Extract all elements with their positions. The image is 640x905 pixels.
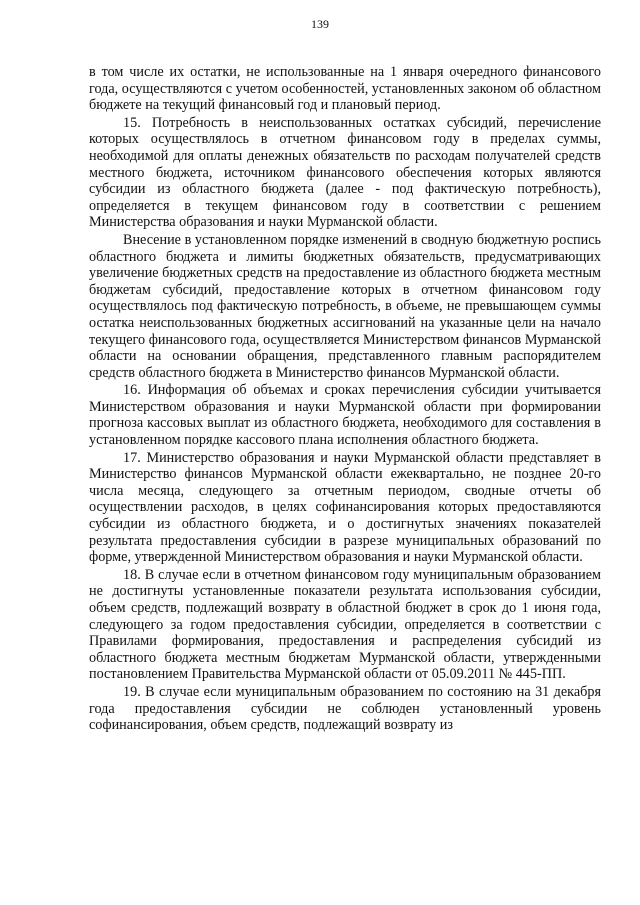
document-body — [89, 64, 601, 734]
paragraph-15: 15. Потребность в неиспользованных остатках субсидий, перечисление которых осуществлялось в отчетном финансовом году в пределах суммы, необходимой для оплаты денежных обязательств по расходам получателей средств местного бюджета, источником финансового обеспечения которых являются субсидии из областного бюджета (далее - под фактическую потребность), определяется в текущем финансовом году в соответствии с решением Министерства образования и науки Мурманской области. — [89, 114, 601, 231]
paragraph-19: 19. В случае если муниципальным образованием по состоянию на 31 декабря года предоставления субсидии не соблюден установленный уровень софинансирования, объем средств, подлежащий возврату из — [89, 683, 601, 734]
paragraph-continuation: в том числе их остатки, не использованные на 1 января очередного финансового года, осуществляются с учетом особенностей, установленных законом об областном бюджете на текущий финансовый год и плановый период. — [89, 64, 601, 114]
paragraph-18: 18. В случае если в отчетном финансовом году муниципальным образованием не достигнуты установленные показатели результата использования субсидии, объем средств, подлежащий возврату в областной бюджет в срок до 1 июня года, следующего за годом предоставления субсидии, определяется в соответствии с Правилами формирования, предоставления и распределения субсидий из областного бюджета местным бюджетам Мурманской области, утвержденными постановлением Правительства Мурманской области от 05.09.2011 № 445-ПП. — [89, 566, 601, 683]
paragraph-budget-changes: Внесение в установленном порядке изменений в сводную бюджетную роспись областного бюджета и лимиты бюджетных обязательств, предусматривающих увеличение бюджетных средств на предоставление из областного бюджета местным бюджетам субсидий, предоставление которых в отчетном финансовом году осуществлялось под фактическую потребность, в объеме, не превышающем суммы остатка неиспользованных бюджетных ассигнований на указанные цели на начало текущего финансового года, осуществляется Министерством финансов Мурманской области на основании обращения, представленного главным распорядителем средств областного бюджета в Министерство финансов Мурманской области. — [89, 231, 601, 381]
page-number: 139 — [311, 17, 329, 31]
paragraph-16: 16. Информация об объемах и сроках перечисления субсидии учитывается Министерством образования и науки Мурманской области при формировании прогноза кассовых выплат из областного бюджета, необходимого для составления в установленном порядке кассового плана исполнения областного бюджета. — [89, 382, 601, 449]
paragraph-17: 17. Министерство образования и науки Мурманской области представляет в Министерство финансов Мурманской области ежеквартально, не позднее 20-го числа месяца, следующего за отчетным периодом, сводные отчеты об осуществлении расходов, в целях софинансирования которых предоставляются субсидии из областного бюджета, и о достигнутых значениях показателей результата предоставления субсидии в разрезе муниципальных образований по форме, утвержденной Министерством образования и науки Мурманской области. — [89, 449, 601, 566]
